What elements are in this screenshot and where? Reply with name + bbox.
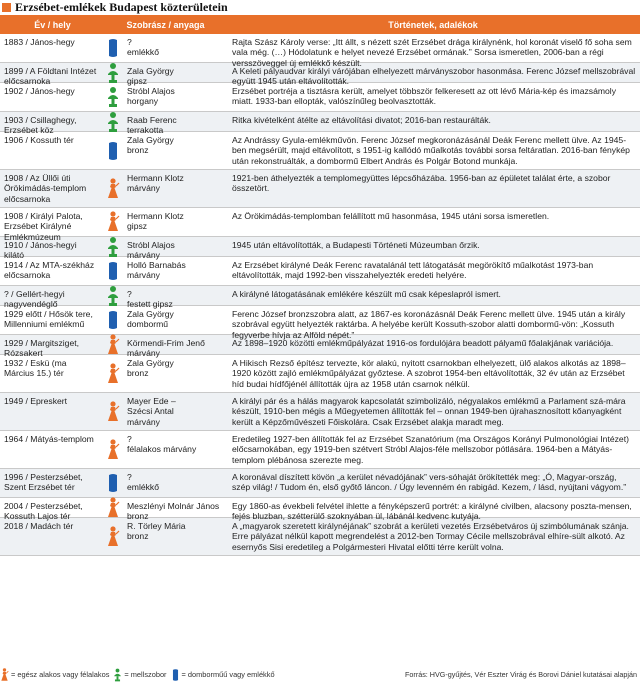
row-story: Erzsébet portréja a tisztásra került, amelyet többször felkeresett az ott lévő Mária-kép és imazsámoly miatt. 1933-ban ellopták, valószínűleg beolvasztották. <box>232 86 617 107</box>
row-sculptor: ? festett gipsz <box>127 289 173 310</box>
row-story: A Keleti pályaudvar királyi várójában elhelyezett márványszobor hasonmása. Ferenc József mellszobrával együtt 1945 után eltávolították. <box>232 66 636 87</box>
row-year-place: 1899 / A Földtani Intézet előcsarnoka <box>4 66 97 87</box>
bust-icon <box>106 111 120 133</box>
bust-icon <box>113 668 124 682</box>
relief-icon <box>106 472 120 494</box>
row-icon-cell <box>101 237 125 256</box>
row-sculptor: R. Törley Mária bronz <box>127 521 186 542</box>
legend-full <box>0 668 109 682</box>
row-year-place: 1883 / János-hegy <box>4 37 75 47</box>
bust-icon <box>106 236 120 258</box>
relief-icon <box>106 309 120 331</box>
row-icon-cell <box>101 83 125 111</box>
row-sculptor: Holló Barnabás márvány <box>127 260 186 281</box>
row-sculptor: Körmendi-Frim Jenő márvány <box>127 338 205 359</box>
row-icon-cell <box>101 132 125 169</box>
full-icon <box>106 439 120 461</box>
full-figure-icon <box>0 668 11 682</box>
table-row <box>0 112 640 136</box>
table-row <box>0 257 640 286</box>
table-row <box>0 469 640 498</box>
row-icon-cell <box>101 170 125 207</box>
full-icon <box>106 211 120 233</box>
row-icon-cell <box>101 112 125 131</box>
row-year-place: 1906 / Kossuth tér <box>4 135 74 145</box>
row-year-place: 1929 előtt / Hősök tere, Millenniumi emlékmű <box>4 309 93 330</box>
row-icon-cell <box>101 306 125 334</box>
row-story: A Hikisch Rezső építész tervezte, kör alakú, nyitott csarnokban elhelyezett, ülő alakos alkotás az 1898–1920 között zajló emlékműpályázat győztese. A szobrot 1954-ben eltávolították, 32 év után az Erzsébet híd budai hídfőjénél állították újra az 1958 után csarnok nélkül. <box>232 358 626 389</box>
bust-icon <box>106 62 120 84</box>
row-icon-cell <box>101 208 125 236</box>
row-story: Rajta Szász Károly verse: „Itt állt, s nézett szét Erzsébet drága királynénk, hol koronát viselő fő soha sem vala még. (…) Hódolatunk e helyet nevezé Erzsébet ormának.” Sorsa ismeretlen, 2006-ban a régi versszöveggel új emlékkő készült. <box>232 37 632 68</box>
row-sculptor: Meszlényi Molnár János bronz <box>127 501 220 522</box>
row-sculptor: Zala György dombormű <box>127 309 174 330</box>
relief-icon <box>106 37 120 59</box>
row-story: 1945 után eltávolították, a Budapesti Történeti Múzeumban őrzik. <box>232 240 480 250</box>
memorials-table <box>0 15 640 556</box>
row-sculptor: Hermann Klotz márvány <box>127 173 184 194</box>
table-row <box>0 132 640 170</box>
row-story: Az 1898–1920 közötti emlékműpályázat 1916-os fordulójára beadott pályamű főalakjának variációja. <box>232 338 614 348</box>
table-row <box>0 286 640 310</box>
relief-icon <box>106 260 120 282</box>
full-icon <box>106 334 120 356</box>
title-marker <box>2 3 11 12</box>
table-row <box>0 355 640 393</box>
row-story: Ferenc József bronzszobra alatt, az 1867-es koronázásnál Deák Ferenc mellett ülve. 1945 után a király szobrával együtt helyezték raktárba. A helyébe került Kossuth-szobor alatti dombormű-vön: „Kossuth fegyverbe hívja az Alföld népét.” <box>232 309 626 340</box>
page-title: Erzsébet-emlékek Budapest közterületein <box>15 0 228 14</box>
table-row <box>0 34 640 68</box>
row-story: Az Andrássy Gyula-emlékművön. Ferenc József megkoronázásánál Deák Ferenc mellett ülve. Az 1945-ben megsérült, majd eltávolított, s 1951-ig kallódó műalkotás további sorsa feltáratlan. 2016-ban fénykép után rekonstruálták, a dombormű Elbert András és Polgár Botond munkája. <box>232 135 630 166</box>
table-row <box>0 170 640 208</box>
row-sculptor: Stróbl Alajos márvány <box>127 240 175 261</box>
table-row <box>0 335 640 359</box>
table-row <box>0 63 640 87</box>
row-story: Eredetileg 1927-ben állították fel az Erzsébet Szanatórium (ma Országos Korányi Pulmonológiai Intézet) előcsarnokában, egy 1919-ben szétvert Stróbl Alajos-féle mellszobor pótlására. 1964-ben a Mátyás-templom plébánosa szerezte meg. <box>232 434 629 465</box>
row-story: A királyi pár és a hálás magyarok kapcsolatát szimbolizáló, négyalakos emlékmű a Parlament szá-mára készült, 1910-ben mégis a Műegyetemen állították fel – onnan 1949-ben újrahasznosított kőanyagként került a Képzőművészeti Főiskolára. Csak Erzsébet alakja maradt meg. <box>232 396 626 427</box>
table-row <box>0 306 640 340</box>
full-icon <box>106 178 120 200</box>
row-story: Egy 1860-as évekbeli felvétel ihlette a fényképszerű portrét: a királyné civilben, alacsony poszta-mensen, fejés bluzban, szétterülő szoknyában ül, lábánál kedvenc kutyája. <box>232 501 632 522</box>
legend-full-label: = egész alakos vagy félalakos <box>11 670 110 679</box>
row-year-place: 1910 / János-hegyi kilátó <box>4 240 77 261</box>
row-sculptor: Raab Ferenc terrakotta <box>127 115 177 136</box>
row-story: 1921-ben áthelyezték a templomegyüttes lépcsőházába. 1956-ban az épületet találat érte, a szobor összetört. <box>232 173 611 194</box>
row-icon-cell <box>101 257 125 285</box>
table-body <box>0 34 640 556</box>
legend-bust-label: = mellszobor <box>124 670 167 679</box>
row-year-place: 1914 / Az MTA-székház előcsarnoka <box>4 260 95 281</box>
row-icon-cell <box>101 355 125 392</box>
header-sculptor: Szobrász / anyaga <box>126 19 205 30</box>
row-sculptor: Zala György gipsz <box>127 66 174 87</box>
row-year-place: ? / Gellért-hegyi nagyvendéglő <box>4 289 65 310</box>
full-icon <box>106 363 120 385</box>
relief-icon <box>171 668 182 682</box>
row-story: A koronával díszített kövön „a kerület névadójának” vers-sóhaját örökítették meg: „Ó, Magyar-ország, szép világ! / Tudom én, első győtő láncon. / Úgy levenném én rabigád. Kezem, / lásd, nyújtani vágyom.” <box>232 472 627 493</box>
row-year-place: 1903 / Csillaghegy, Erzsébet köz <box>4 115 77 136</box>
row-year-place: 1964 / Mátyás-templom <box>4 434 94 444</box>
row-sculptor: ? félalakos márvány <box>127 434 197 455</box>
header-year-place: Év / hely <box>34 19 71 30</box>
row-story: A királyné látogatásának emlékére készült mű csak képeslapról ismert. <box>232 289 501 299</box>
legend-relief <box>171 668 275 682</box>
row-story: A „magyarok szeretett királynéjának” szobrát a kerületi vezetés Erzsébetváros új szimbólumának szánja. Erre pályázat nélkül kapott megrendelést a 2012-ben Tormay Cécile mellszobrával elhíre-sült alkotó. Az esernyős Sisi eredetileg a Polgármesteri Hivatal előtti térre került volna. <box>232 521 629 552</box>
table-header <box>0 15 640 34</box>
bust-icon <box>106 285 120 307</box>
row-story: Az Örökimádás-templomban felállított mű hasonmása, 1945 utáni sorsa ismeretlen. <box>232 211 550 221</box>
table-row <box>0 498 640 522</box>
source-note: Forrás: HVG-gyűjtés, Vér Eszter Virág és Borovi Dániel kutatásai alapján <box>405 670 637 679</box>
row-sculptor: Stróbl Alajos horgany <box>127 86 175 107</box>
table-row <box>0 208 640 242</box>
row-icon-cell <box>101 34 125 62</box>
title-bar <box>0 0 640 15</box>
legend-bust <box>113 668 166 682</box>
table-row <box>0 431 640 469</box>
row-year-place: 1908 / Királyi Palota, Erzsébet Királyné Emlékmúzeum <box>4 211 83 242</box>
row-year-place: 1929 / Margitsziget, Rózsakert <box>4 338 79 359</box>
full-icon <box>106 401 120 423</box>
row-year-place: 2004 / Pesterzsébet, Kossuth Lajos tér <box>4 501 83 522</box>
row-icon-cell <box>101 335 125 354</box>
table-row <box>0 83 640 112</box>
row-sculptor: ? emlékkő <box>127 472 159 493</box>
row-year-place: 1996 / Pesterzsébet, Szent Erzsébet tér <box>4 472 83 493</box>
row-year-place: 1908 / Az Üllői úti Örökimádás-templom előcsarnoka <box>4 173 87 204</box>
table-row <box>0 518 640 556</box>
row-icon-cell <box>101 286 125 305</box>
full-icon <box>106 497 120 519</box>
row-sculptor: Zala György bronz <box>127 358 174 379</box>
row-icon-cell <box>101 63 125 82</box>
row-year-place: 1932 / Eskü (ma Március 15.) tér <box>4 358 67 379</box>
row-sculptor: Hermann Klotz gipsz <box>127 211 184 232</box>
row-story: Az Erzsébet királyné Deák Ferenc ravatalánál tett látogatását megörökítő műalkotást 1973-ban eltávolították, majd 1992-ben visszahelyezték eredeti helyére. <box>232 260 594 281</box>
row-sculptor: Zala György bronz <box>127 135 174 156</box>
row-icon-cell <box>101 498 125 517</box>
row-year-place: 2018 / Madách tér <box>4 521 74 531</box>
relief-icon <box>106 140 120 162</box>
table-row <box>0 393 640 431</box>
bust-icon <box>106 86 120 108</box>
row-icon-cell <box>101 518 125 555</box>
row-year-place: 1902 / János-hegy <box>4 86 75 96</box>
row-sculptor: ? emlékkő <box>127 37 159 58</box>
row-icon-cell <box>101 393 125 430</box>
table-row <box>0 237 640 261</box>
row-year-place: 1949 / Epreskert <box>4 396 68 406</box>
row-icon-cell <box>101 431 125 468</box>
full-icon <box>106 526 120 548</box>
header-stories: Történetek, adalékok <box>388 19 478 30</box>
legend-relief-label: = domborműű vagy emlékkő <box>181 670 275 679</box>
row-icon-cell <box>101 469 125 497</box>
row-story: Ritka kivételként átélte az eltávolítási divatot; 2016-ban restaurálták. <box>232 115 491 125</box>
row-sculptor: Mayer Ede – Szécsi Antal márvány <box>127 396 176 427</box>
legend <box>0 664 640 685</box>
